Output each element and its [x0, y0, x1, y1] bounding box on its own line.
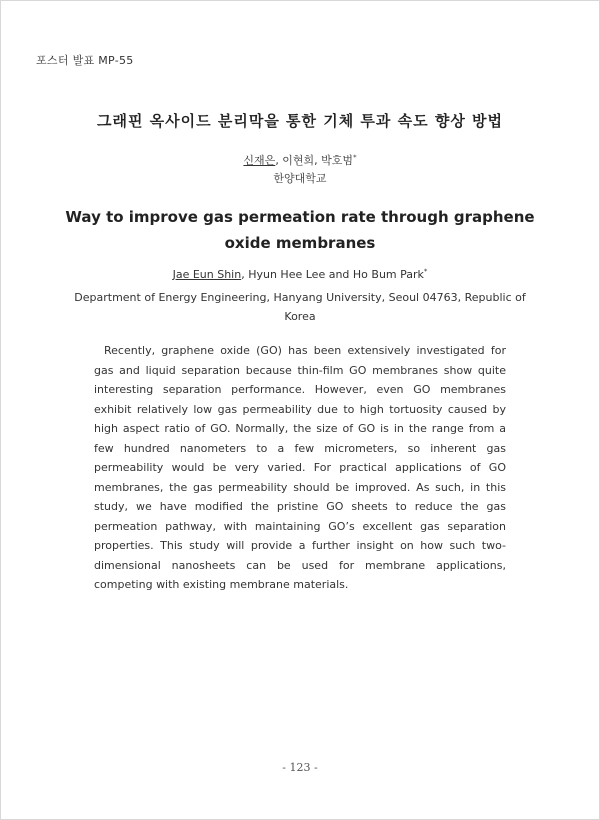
english-title: Way to improve gas permeation rate through graphene oxide membranes	[65, 208, 535, 252]
abstract-body: Recently, graphene oxide (GO) has been extensively investigated for gas and liquid separation because thin-film GO membranes show quite interesting separation performance. However, even GO membranes exhibit relatively low gas permeability due to high tortuosity caused by high aspect ratio of GO. Normally, the size of GO is in the range from a few hundred nanometers to a few micrometers, so inherent gas permeability would be very varied. For practical applications of GO membranes, the gas permeability should be improved. As such, in this study, we have modified the pristine GO sheets to reduce the gas permeation pathway, with maintaining GO’s excellent gas separation properties. This study will provide a further insight on how such two-dimensional nanosheets can be used for membrane applications, competing with existing membrane materials.	[94, 344, 506, 591]
korean-affiliation: 한양대학교	[273, 172, 327, 185]
korean-corresponding-mark: *	[353, 153, 357, 162]
english-authors	[0, 268, 600, 281]
korean-title: 그래핀 옥사이드 분리막을 통한 기체 투과 속도 향상 방법	[96, 112, 504, 130]
korean-authors	[0, 152, 600, 168]
english-coauthors: , Hyun Hee Lee and Ho Bum Park	[241, 268, 424, 281]
page-number: - 123 -	[282, 761, 318, 774]
korean-coauthors: , 이현희, 박호범	[275, 154, 354, 167]
session-label: 포스터 발표 MP-55	[36, 54, 134, 67]
english-first-author: Jae Eun Shin	[172, 268, 242, 281]
korean-first-author: 신재은	[243, 154, 276, 167]
english-affiliation: Department of Energy Engineering, Hanyang University, Seoul 04763, Republic of Korea	[74, 291, 526, 323]
english-corresponding-mark: *	[423, 267, 428, 276]
